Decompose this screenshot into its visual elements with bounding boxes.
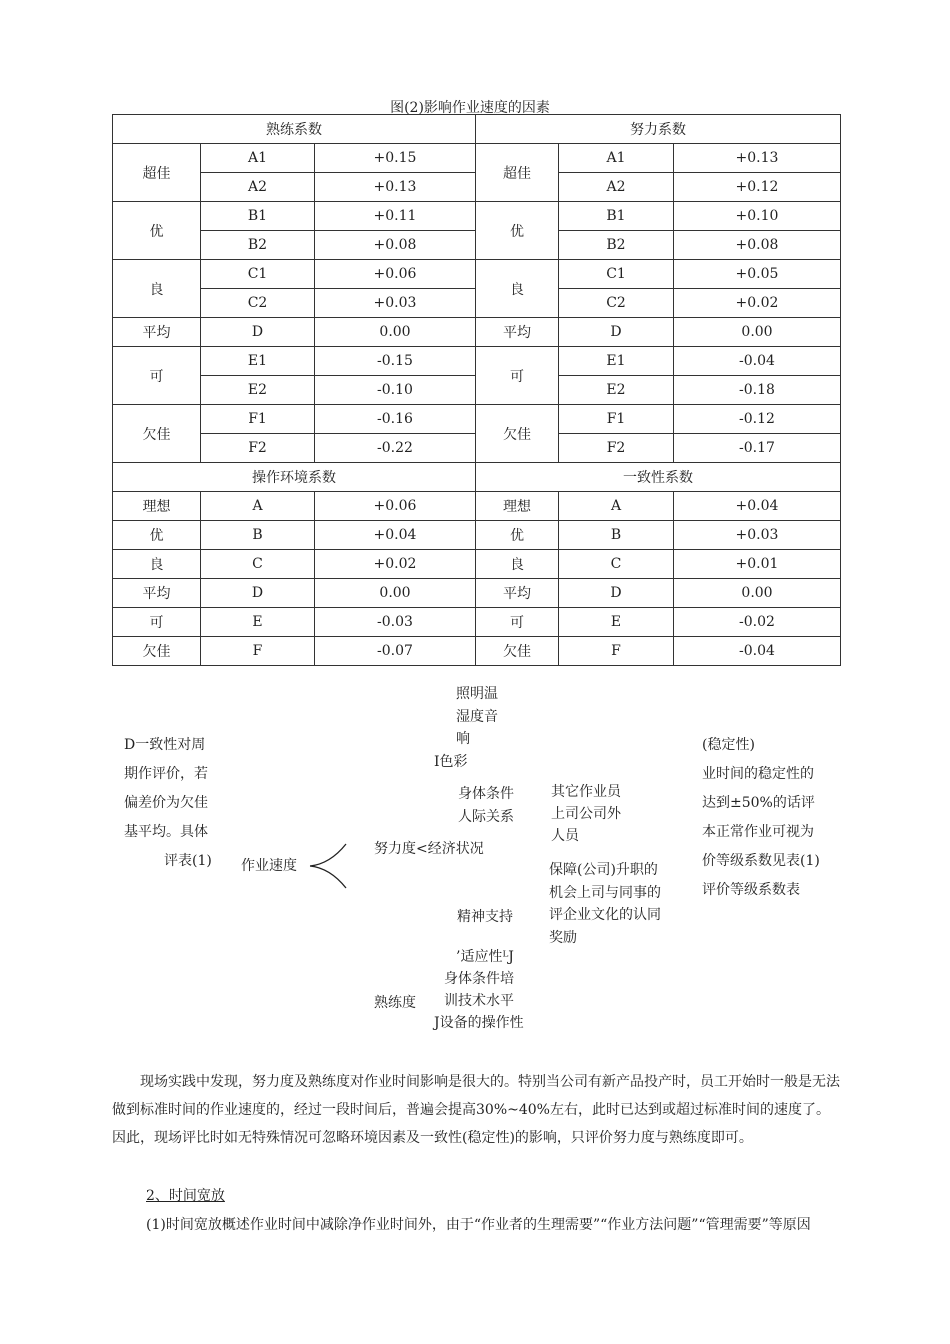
diagram-line: 奖励	[549, 929, 577, 946]
value-cell: +0.04	[674, 492, 841, 521]
value-cell: +0.04	[315, 521, 476, 550]
value-cell: 0.00	[315, 579, 476, 608]
diagram-line: 湿度音	[456, 708, 498, 725]
value-cell: +0.03	[674, 521, 841, 550]
code-cell: C2	[559, 289, 674, 318]
code-cell: B1	[201, 202, 315, 231]
grade-cell: 超佳	[113, 144, 201, 202]
value-cell: +0.10	[674, 202, 841, 231]
diagram-line: 身体条件	[458, 786, 514, 802]
code-cell: C1	[559, 260, 674, 289]
value-cell: -0.22	[315, 434, 476, 463]
grade-cell: 欠佳	[113, 405, 201, 463]
value-cell: 0.00	[674, 579, 841, 608]
grade-cell: 优	[113, 202, 201, 260]
diagram-line: 机会上司与同事的	[549, 884, 661, 901]
grade-cell: 可	[113, 608, 201, 637]
section-heading	[146, 1182, 446, 1210]
table-row	[113, 260, 841, 289]
table-row	[113, 521, 841, 550]
grade-cell: 平均	[476, 318, 559, 347]
diagram-line: 评企业文化的认同	[549, 907, 661, 923]
code-cell: C	[201, 550, 315, 579]
grade-cell: 理想	[113, 492, 201, 521]
code-cell: B2	[559, 231, 674, 260]
code-cell: F1	[201, 405, 315, 434]
value-cell: +0.02	[674, 289, 841, 318]
paragraph-text: 现场实践中发现，努力度及熟练度对作业时间影响是很大的。特别当公司有新产品投产时，员工开始时一般是无法做到标准时间的作业速度的，经过一段时间后，普遍会提高30%~40%左右，此时已达到或超过标准时间的速度了。因此，现场评比时如无特殊情况可忽略环境因素及一致性(稳定性)的影响，只评价努力度与熟练度即可。	[112, 1074, 840, 1146]
table-header-row	[113, 115, 841, 144]
diagram-line: 偏差价为欠佳	[124, 795, 208, 811]
code-cell: D	[201, 579, 315, 608]
code-cell: F	[201, 637, 315, 666]
code-cell: B2	[201, 231, 315, 260]
section-header: 努力系数	[476, 115, 841, 144]
code-cell: F	[559, 637, 674, 666]
value-cell: -0.07	[315, 637, 476, 666]
table-row	[113, 637, 841, 666]
code-cell: F2	[201, 434, 315, 463]
value-cell: +0.15	[315, 144, 476, 173]
code-cell: E	[559, 608, 674, 637]
section-header: 熟练系数	[113, 115, 476, 144]
code-cell: F2	[559, 434, 674, 463]
grade-cell: 优	[476, 521, 559, 550]
value-cell: -0.02	[674, 608, 841, 637]
code-cell: A2	[201, 173, 315, 202]
code-cell: C	[559, 550, 674, 579]
grade-cell: 良	[113, 550, 201, 579]
section-header: 操作环境系数	[113, 463, 476, 492]
diagram-line: 期作评价，若	[124, 766, 208, 782]
code-cell: E2	[201, 376, 315, 405]
brace-lower	[310, 866, 346, 888]
diagram-line: 评价等级系数表	[702, 882, 800, 898]
spirit-label: 精神支持	[457, 909, 513, 925]
code-cell: B	[201, 521, 315, 550]
code-cell: D	[559, 318, 674, 347]
table-row	[113, 202, 841, 231]
grade-cell: 优	[476, 202, 559, 260]
paragraph-text: (1)时间宽放概述作业时间中减除净作业时间外，由于“作业者的生理需要”“作业方法问题”“管理需要”等原因	[146, 1217, 811, 1233]
grade-cell: 平均	[476, 579, 559, 608]
diagram-line: 业时间的稳定性的	[702, 766, 814, 782]
effort-label: 努力度<经济状况	[374, 841, 484, 857]
code-cell: A	[201, 492, 315, 521]
body-paragraph-1	[112, 1068, 840, 1152]
value-cell: +0.02	[315, 550, 476, 579]
grade-cell: 良	[476, 550, 559, 579]
grade-cell: 平均	[113, 318, 201, 347]
code-cell: A1	[201, 144, 315, 173]
value-cell: +0.08	[674, 231, 841, 260]
diagram-line: 保障(公司)升职的	[549, 862, 658, 878]
grade-cell: 欠佳	[113, 637, 201, 666]
value-cell: +0.11	[315, 202, 476, 231]
grade-cell: 欠佳	[476, 405, 559, 463]
skill-label: 熟练度	[374, 995, 416, 1011]
branch-brace	[308, 842, 348, 890]
value-cell: +0.01	[674, 550, 841, 579]
diagram-line: 训技术水平	[444, 993, 514, 1009]
diagram-line: 达到±50%的话评	[702, 795, 815, 811]
diagram-line: I色彩	[434, 753, 468, 770]
table-row	[113, 579, 841, 608]
value-cell: 0.00	[315, 318, 476, 347]
table-row	[113, 492, 841, 521]
brace-upper	[310, 844, 346, 866]
code-cell: E1	[201, 347, 315, 376]
code-cell: D	[201, 318, 315, 347]
value-cell: -0.03	[315, 608, 476, 637]
code-cell: E1	[559, 347, 674, 376]
value-cell: -0.17	[674, 434, 841, 463]
grade-cell: 优	[113, 521, 201, 550]
code-cell: B	[559, 521, 674, 550]
value-cell: -0.16	[315, 405, 476, 434]
diagram-line: 人员	[551, 828, 579, 844]
code-cell: A	[559, 492, 674, 521]
code-cell: F1	[559, 405, 674, 434]
diagram-line: 价等级系数见表(1)	[702, 853, 820, 869]
root-node-label: 作业速度	[241, 858, 297, 874]
coefficient-table-body	[113, 115, 841, 666]
value-cell: -0.04	[674, 347, 841, 376]
table-row	[113, 144, 841, 173]
table-row	[113, 347, 841, 376]
grade-cell: 良	[113, 260, 201, 318]
table-row	[113, 608, 841, 637]
diagram-line: 身体条件培	[444, 971, 514, 987]
value-cell: -0.10	[315, 376, 476, 405]
grade-cell: 良	[476, 260, 559, 318]
table-row	[113, 318, 841, 347]
value-cell: -0.15	[315, 347, 476, 376]
value-cell: +0.06	[315, 260, 476, 289]
figure-caption: 图(2)影响作业速度的因素	[390, 100, 550, 116]
table-header-row	[113, 463, 841, 492]
grade-cell: 超佳	[476, 144, 559, 202]
diagram-line: 上司公司外	[551, 806, 621, 822]
diagram-line: D一致性对周	[124, 737, 206, 753]
diagram-line: 人际关系	[458, 809, 514, 825]
diagram-line: 响	[456, 731, 470, 747]
table-row	[113, 405, 841, 434]
grade-cell: 欠佳	[476, 637, 559, 666]
value-cell: +0.13	[315, 173, 476, 202]
value-cell: -0.04	[674, 637, 841, 666]
value-cell: +0.08	[315, 231, 476, 260]
code-cell: D	[559, 579, 674, 608]
grade-cell: 平均	[113, 579, 201, 608]
code-cell: C2	[201, 289, 315, 318]
table-row	[113, 550, 841, 579]
code-cell: E	[201, 608, 315, 637]
diagram-line: 评表(1)	[164, 853, 212, 869]
diagram-line: 本正常作业可视为	[702, 824, 814, 840]
value-cell: +0.05	[674, 260, 841, 289]
section-title: 2、时间宽放	[146, 1188, 225, 1204]
grade-cell: 可	[476, 608, 559, 637]
value-cell: +0.12	[674, 173, 841, 202]
section-header: 一致性系数	[476, 463, 841, 492]
grade-cell: 可	[476, 347, 559, 405]
code-cell: A1	[559, 144, 674, 173]
diagram-line: J设备的操作性	[434, 1015, 524, 1031]
value-cell: -0.18	[674, 376, 841, 405]
coefficient-table	[112, 114, 841, 666]
value-cell: +0.06	[315, 492, 476, 521]
grade-cell: 理想	[476, 492, 559, 521]
code-cell: E2	[559, 376, 674, 405]
value-cell: 0.00	[674, 318, 841, 347]
diagram-line: 基平均。具体	[124, 824, 208, 840]
value-cell: -0.12	[674, 405, 841, 434]
body-paragraph-2	[146, 1211, 840, 1239]
adapt-label: ’适应性ᴸJ	[456, 949, 514, 965]
diagram-line: 照明温	[456, 686, 498, 702]
code-cell: A2	[559, 173, 674, 202]
value-cell: +0.03	[315, 289, 476, 318]
code-cell: B1	[559, 202, 674, 231]
grade-cell: 可	[113, 347, 201, 405]
diagram-line: (稳定性)	[702, 737, 755, 753]
code-cell: C1	[201, 260, 315, 289]
diagram-line: 其它作业员	[551, 784, 621, 800]
value-cell: +0.13	[674, 144, 841, 173]
